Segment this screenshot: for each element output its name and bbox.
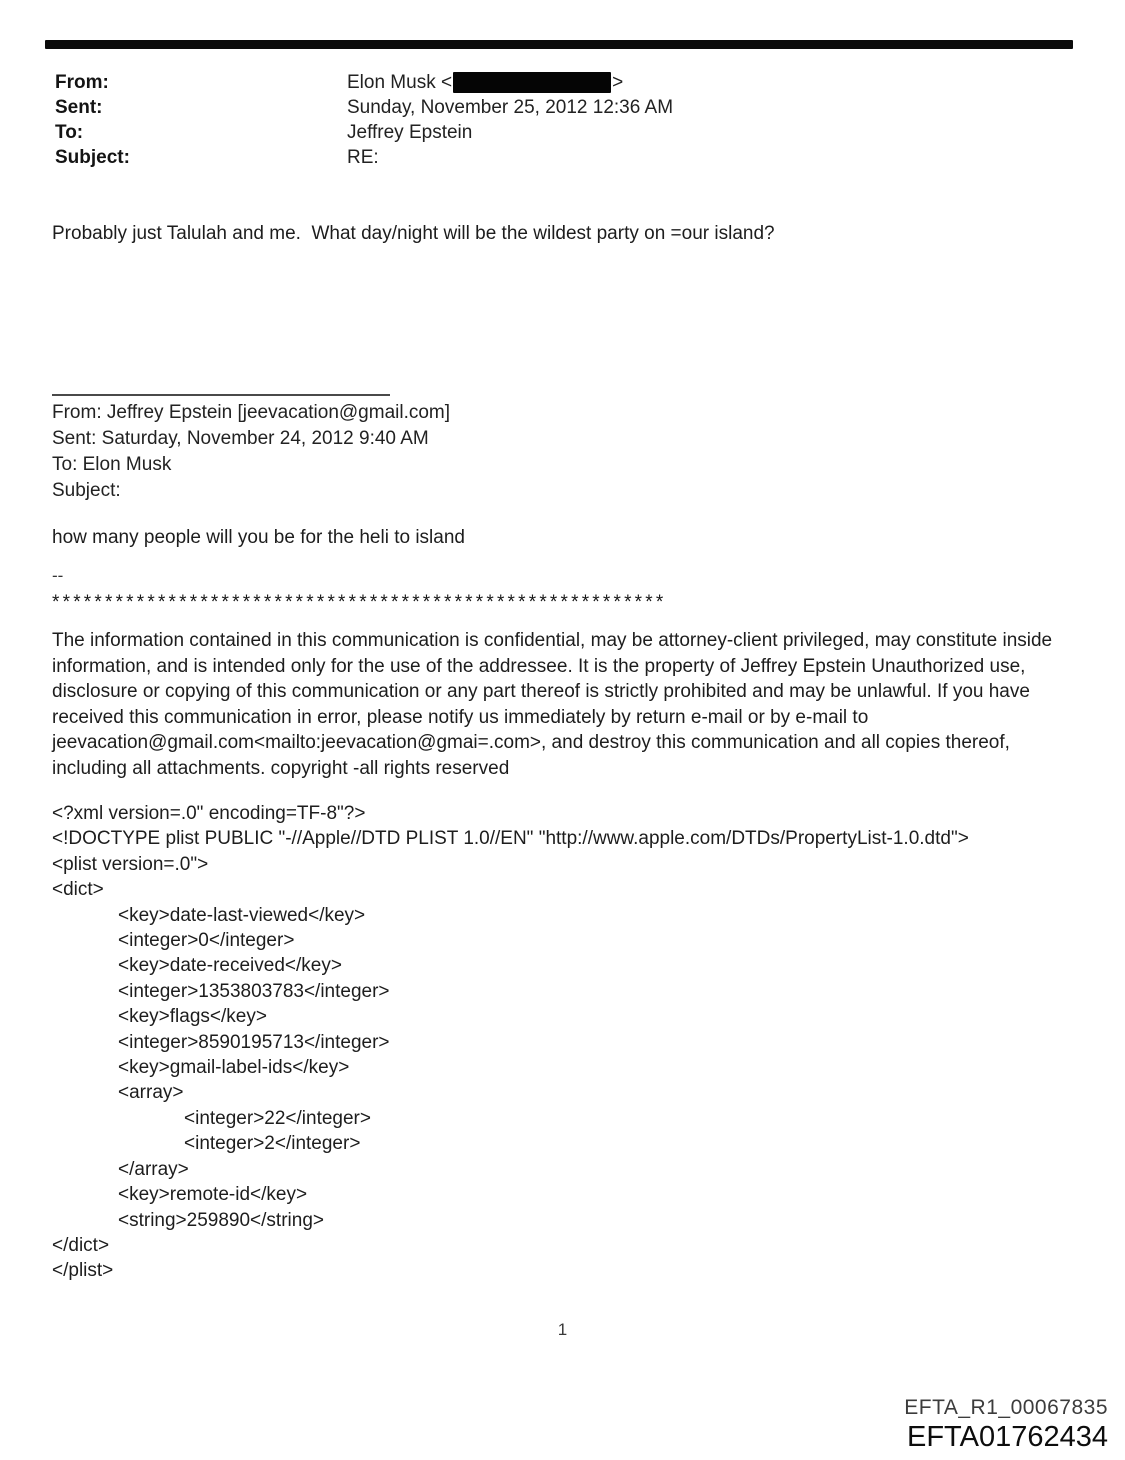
xml-line: <plist version=.0"> xyxy=(52,853,209,875)
quoted-email-body: how many people will you be for the heli to island xyxy=(52,527,465,548)
top-divider-bar xyxy=(45,40,1073,49)
asterisk-divider-line: ********************************************************** xyxy=(52,592,667,613)
from-value-prefix: Elon Musk < xyxy=(347,72,453,93)
header-row-from xyxy=(55,70,1075,95)
plist-xml-block xyxy=(52,801,1062,1284)
quoted-from-line: From: Jeffrey Epstein [jeevacation@gmail.com] xyxy=(52,402,451,423)
xml-line: <key>flags</key> xyxy=(52,1006,267,1028)
subject-label: Subject: xyxy=(55,147,130,168)
confidentiality-disclaimer: The information contained in this communication is confidential, may be attorney-client privileged, may constitute inside information, and is intended only for the use of the addressee. It is the property of Jeffrey Epstein Unauthorized use, disclosure or copying of this communication or any part thereof is strictly prohibited and may be unlawful. If you have received this communication in error, please notify us immediately by return e-mail or by e-mail to jeevacation@gmail.com<mailto:jeevacation@gmai=.com>, and destroy this communication and all copies thereof, including all attachments. copyright -all rights reserved xyxy=(52,630,1058,779)
quoted-sent-line: Sent: Saturday, November 24, 2012 9:40 AM xyxy=(52,428,429,449)
xml-line: <integer>8590195713</integer> xyxy=(52,1031,390,1053)
xml-line: <key>gmail-label-ids</key> xyxy=(52,1057,350,1079)
bates-numbers xyxy=(904,1396,1108,1454)
bates-number-efta: EFTA01762434 xyxy=(907,1421,1108,1453)
header-row-subject xyxy=(55,145,1075,170)
page-number: 1 xyxy=(557,1320,568,1339)
xml-line: <!DOCTYPE plist PUBLIC "-//Apple//DTD PLIST 1.0//EN" "http://www.apple.com/DTDs/PropertyList-1.0.dtd"> xyxy=(52,828,969,850)
to-label: To: xyxy=(55,122,84,143)
email-header xyxy=(55,70,1075,170)
xml-line: <?xml version=.0" encoding=TF-8"?> xyxy=(52,803,366,824)
xml-line: <string>259890</string> xyxy=(52,1209,324,1231)
quoted-to-line: To: Elon Musk xyxy=(52,454,172,475)
from-value-suffix: > xyxy=(612,72,624,93)
xml-line: <integer>2</integer> xyxy=(52,1133,361,1155)
header-row-sent xyxy=(55,95,1075,120)
bates-number-r1: EFTA_R1_00067835 xyxy=(904,1396,1108,1419)
xml-line: </array> xyxy=(52,1158,189,1180)
from-value xyxy=(347,70,623,95)
quoted-subject-line: Subject: xyxy=(52,480,121,501)
xml-line: <array> xyxy=(52,1082,184,1104)
subject-value: RE: xyxy=(347,147,379,168)
email-body-text: Probably just Talulah and me. What day/night will be the wildest party on =our island? xyxy=(52,223,775,244)
quoted-email-separator-line xyxy=(52,394,390,396)
xml-line: <integer>1353803783</integer> xyxy=(52,980,390,1002)
sent-label: Sent: xyxy=(55,97,103,118)
xml-line: </dict> xyxy=(52,1234,110,1256)
from-label: From: xyxy=(55,72,109,93)
xml-line: <key>remote-id</key> xyxy=(52,1184,308,1206)
xml-line: <key>date-received</key> xyxy=(52,955,342,977)
signature-dashes: -- xyxy=(52,566,64,585)
redacted-email-address xyxy=(453,72,611,93)
xml-line: </plist> xyxy=(52,1260,114,1282)
xml-line: <integer>0</integer> xyxy=(52,930,295,952)
to-value: Jeffrey Epstein xyxy=(347,122,473,143)
header-row-to xyxy=(55,120,1075,145)
xml-line: <key>date-last-viewed</key> xyxy=(52,904,366,926)
sent-value: Sunday, November 25, 2012 12:36 AM xyxy=(347,97,674,118)
xml-line: <dict> xyxy=(52,879,104,901)
xml-line: <integer>22</integer> xyxy=(52,1107,371,1129)
quoted-email-header xyxy=(52,400,1062,504)
